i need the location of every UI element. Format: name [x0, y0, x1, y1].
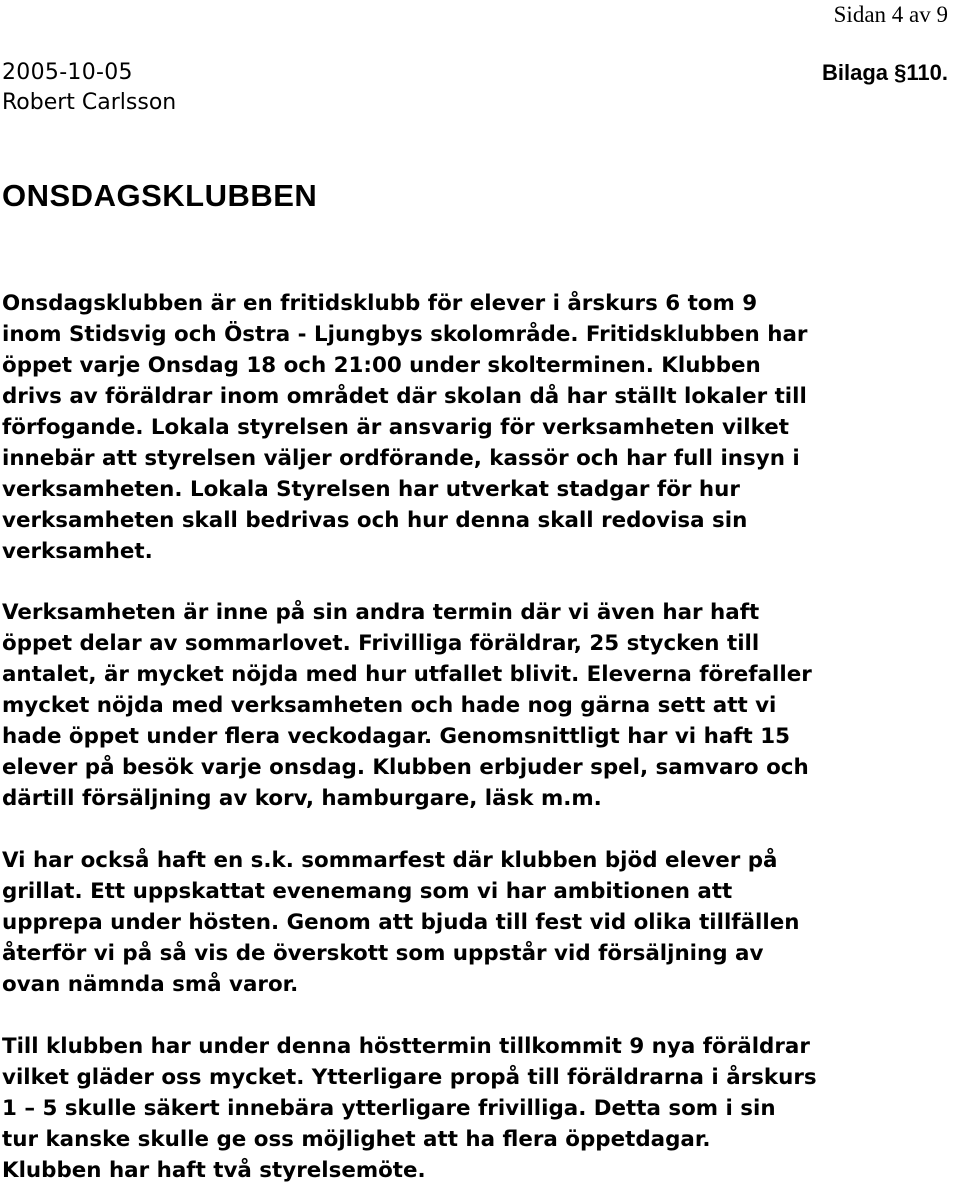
- text-line: Vi har också haft en s.k. sommarfest där klubben bjöd elever på: [2, 848, 778, 873]
- text-line: verksamheten. Lokala Styrelsen har utverkat stadgar för hur: [2, 477, 740, 502]
- text-line: Till klubben har under denna hösttermin tillkommit 9 nya föräldrar: [2, 1034, 810, 1059]
- text-line: vilket gläder oss mycket. Ytterligare propå till föräldrarna i årskurs: [2, 1065, 817, 1090]
- text-line: Verksamheten är inne på sin andra termin där vi även har haft: [2, 600, 760, 625]
- text-line: tur kanske skulle ge oss möjlighet att ha flera öppetdagar.: [2, 1127, 711, 1152]
- text-line: inom Stidsvig och Östra - Ljungbys skolområde. Fritidsklubben har: [2, 322, 808, 347]
- text-line: öppet varje Onsdag 18 och 21:00 under skolterminen. Klubben: [2, 353, 761, 378]
- text-line: förfogande. Lokala styrelsen är ansvarig för verksamheten vilket: [2, 415, 789, 440]
- text-line: grillat. Ett uppskattat evenemang som vi har ambitionen att: [2, 879, 733, 904]
- text-line: verksamhet.: [2, 539, 153, 564]
- text-line: hade öppet under flera veckodagar. Genomsnittligt har vi haft 15: [2, 724, 790, 749]
- text-line: ovan nämnda små varor.: [2, 972, 299, 997]
- text-line: öppet delar av sommarlovet. Frivilliga föräldrar, 25 stycken till: [2, 631, 760, 656]
- text-line: elever på besök varje onsdag. Klubben erbjuder spel, samvaro och: [2, 755, 809, 780]
- text-line: antalet, är mycket nöjda med hur utfallet blivit. Eleverna förefaller: [2, 662, 812, 687]
- text-line: drivs av föräldrar inom området där skolan då har ställt lokaler till: [2, 384, 807, 409]
- text-line: innebär att styrelsen väljer ordförande, kassör och har full insyn i: [2, 446, 800, 471]
- document-title: ONSDAGSKLUBBEN: [2, 178, 318, 213]
- text-line: därtill försäljning av korv, hamburgare, läsk m.m.: [2, 786, 602, 811]
- document-date: 2005-10-05: [2, 60, 133, 85]
- text-line: upprepa under hösten. Genom att bjuda till fest vid olika tillfällen: [2, 910, 800, 935]
- text-line: Klubben har haft två styrelsemöte.: [2, 1158, 426, 1183]
- text-line: verksamheten skall bedrivas och hur denna skall redovisa sin: [2, 508, 748, 533]
- appendix-reference: Bilaga §110.: [822, 60, 948, 85]
- page-number: Sidan 4 av 9: [833, 2, 948, 27]
- text-line: mycket nöjda med verksamheten och hade nog gärna sett att vi: [2, 693, 777, 718]
- text-line: återför vi på så vis de överskott som uppstår vid försäljning av: [2, 941, 764, 966]
- text-line: Onsdagsklubben är en fritidsklubb för elever i årskurs 6 tom 9: [2, 291, 758, 316]
- document-author: Robert Carlsson: [2, 90, 177, 115]
- text-line: 1 – 5 skulle säkert innebära ytterligare frivilliga. Detta som i sin: [2, 1096, 776, 1121]
